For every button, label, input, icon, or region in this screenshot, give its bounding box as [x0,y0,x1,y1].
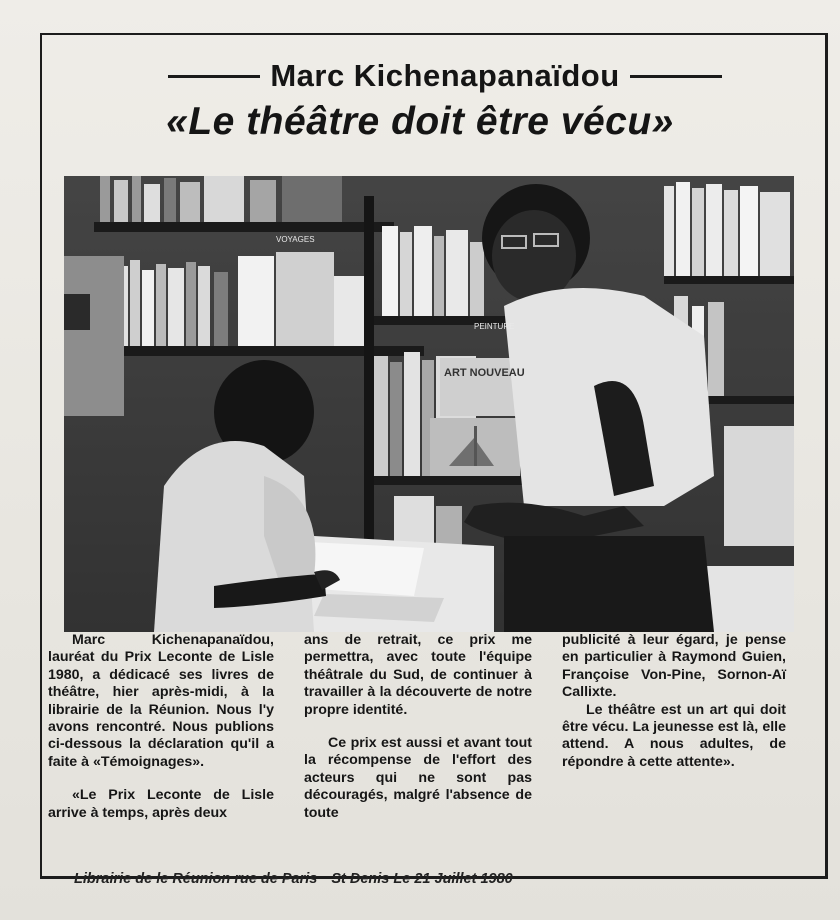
paragraph: publicité à leur égard, je pense en particulier à Raymond Guien, Françoise Von-Pine, Sornon-Aï Callixte. [562,632,786,701]
text-column-2 [304,632,532,822]
caption-location: Librairie de le Réunion rue de Paris [74,871,318,887]
paragraph: ans de retrait, ce prix me permettra, avec toute l'équipe théâtrale du Sud, de continuer à travailler à la découverte de notre propre identité. [304,632,532,718]
author-name: Marc Kichenapanaïdou [270,58,620,93]
text-column-3 [562,632,786,771]
paragraph: Marc Kichenapanaïdou, lauréat du Prix Leconte de Lisle 1980, a dédicacé ses livres de théâtre, hier après-midi, à la librairie de la Réunion. Nous l'y avons rencontré. Nous publions ci-dessous la déclaration qu'il a faite à «Témoignages». [48,632,274,770]
paragraph: Ce prix est aussi et avant tout la récompense de l'effort des acteurs qui ne sont pas découragés, malgré l'absence de toute [304,735,532,821]
article-photo [64,176,794,632]
headline-rule-right [630,75,722,78]
headline [140,54,750,98]
text-column-1 [48,632,274,822]
headline-rule-left [168,75,260,78]
paragraph: «Le Prix Leconte de Lisle arrive à temps, après deux [48,787,274,821]
sign-art-nouveau: ART NOUVEAU [444,367,525,379]
sign-voyages: VOYAGES [276,235,315,244]
caption-date: St Denis Le 21 Juillet 1980 [331,871,513,887]
article-title: «Le théâtre doit être vécu» [166,100,674,143]
sign-peinture: PEINTURE [474,322,515,331]
handwritten-caption [74,871,513,887]
paragraph: Le théâtre est un art qui doit être vécu. La jeunesse est là, elle attend. A nous adultes, de répondre à cette attente». [562,701,786,770]
